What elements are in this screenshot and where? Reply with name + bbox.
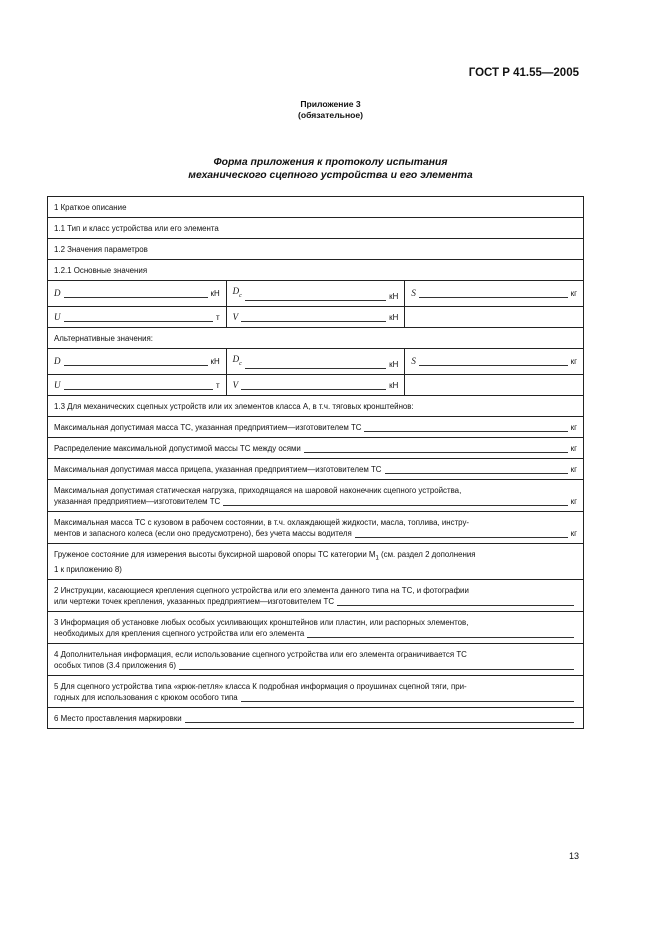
blank-line[interactable] [337,596,574,606]
symbol-dc: $D_c$ [232,353,242,367]
annex-title: Приложение 3 [300,99,361,109]
row-alternative-values: Альтернативные значения: [48,327,584,348]
unit-kn: кН [389,359,399,369]
unit-t: т [216,312,220,322]
symbol-dc: $D_c$ [232,286,242,299]
unit-kg: кг [570,443,577,453]
row-max-mass-vehicle: Максимальная допустимая масса ТС, указанная предприятием—изготовителем ТС кг [48,416,584,437]
page-number: 13 [568,851,579,861]
blank-line[interactable] [64,380,214,390]
blank-line[interactable] [185,713,574,723]
blank-line[interactable] [241,692,574,702]
row-instructions: 2 Инструкции, касающиеся крепления сцепного устройства или его элемента данного типа на ТС, и фотографии или чертежи точек крепления, указанных предприятием—изготовителем ТС [48,580,584,612]
field-d-main [48,281,227,307]
unit-kg: кг [570,528,577,538]
row-brief-description: 1 Краткое описание [48,197,584,218]
table-row [48,458,584,479]
blank-line[interactable] [355,528,568,538]
table-row [48,348,584,374]
unit-kn: кН [389,312,399,322]
blank-line[interactable] [304,443,568,453]
field-d-alt [48,348,227,374]
field-u-main [48,306,227,327]
empty-cell [405,306,584,327]
symbol-d: D [54,288,61,299]
protocol-form-table [47,196,584,729]
symbol-s: S [411,356,416,367]
table-row [48,374,584,395]
row-marking-location: 6 Место проставления маркировки [48,708,584,729]
table-row [48,708,584,729]
table-row [48,676,584,708]
symbol-v: V [232,379,239,390]
row-mass-distribution: Распределение максимальной допустимой массы ТС между осями кг [48,437,584,458]
field-dc-main [226,281,405,307]
blank-line[interactable] [385,464,568,474]
blank-line[interactable] [241,312,386,322]
form-title [0,156,661,182]
unit-kg: кг [570,422,577,432]
field-s-main [405,281,584,307]
row-laden-state: Груженое состояние для измерения высоты буксирной шаровой опоры ТС категории $M_1$ (см. раздел 2 дополнения 1 к приложению 8) [48,543,584,580]
row-parameter-values: 1.2 Значения параметров [48,239,584,260]
table-row [48,395,584,416]
table-row [48,580,584,612]
table-row [48,218,584,239]
table-row [48,197,584,218]
symbol-u: U [54,311,61,322]
blank-line[interactable] [245,291,386,301]
table-row [48,511,584,543]
blank-line[interactable] [64,356,208,366]
unit-kg: кг [570,289,577,299]
blank-line[interactable] [307,628,574,638]
row-brackets-info: 3 Информация об установке любых особых усиливающих кронштейнов или пластин, или распорных элементов, необходимых для крепления сцепного устройства или его элемента [48,612,584,644]
blank-line[interactable] [245,359,386,369]
unit-kg: кг [570,464,577,474]
row-type-class: 1.1 Тип и класс устройства или его элемента [48,218,584,239]
row-static-load: Максимальная допустимая статическая нагрузка, приходящаяся на шаровой наконечник сцепного устройства, указанная предприятием—изготовителем ТС кг [48,479,584,511]
blank-line[interactable] [64,288,208,298]
field-v-alt [226,374,405,395]
table-row [48,543,584,580]
table-row [48,612,584,644]
unit-kn: кН [210,289,220,299]
blank-line[interactable] [364,422,567,432]
unit-kg: кг [570,357,577,367]
table-row [48,327,584,348]
form-title-line1: Форма приложения к протоколу испытания [213,157,448,168]
field-u-alt [48,374,227,395]
row-main-values: 1.2.1 Основные значения [48,260,584,281]
symbol-d: D [54,356,61,367]
table-row [48,416,584,437]
field-s-alt [405,348,584,374]
annex-heading [0,99,661,121]
table-row [48,281,584,307]
annex-note: (обязательное) [297,110,364,120]
blank-line[interactable] [241,380,386,390]
row-class-a: 1.3 Для механических сцепных устройств или их элементов класса А, в т.ч. тяговых кронштейнов: [48,395,584,416]
symbol-v: V [232,311,239,322]
blank-line[interactable] [223,496,567,506]
table-row [48,239,584,260]
form-title-line2: механического сцепного устройства и его элемента [188,170,473,181]
row-running-order-mass: Максимальная масса ТС с кузовом в рабочем состоянии, в т.ч. охлаждающей жидкости, масла, топлива, инстру- ментов и запасного колеса (если оно предусмотрено), без учета массы водителя кг [48,511,584,543]
unit-t: т [216,380,220,390]
field-dc-alt [226,348,405,374]
table-row [48,437,584,458]
table-row [48,644,584,676]
unit-kg: кг [570,496,577,506]
blank-line[interactable] [64,312,214,322]
field-v-main [226,306,405,327]
table-row [48,306,584,327]
empty-cell [405,374,584,395]
unit-kn: кН [389,380,399,390]
row-additional-info: 4 Дополнительная информация, если использование сцепного устройства или его элемента ограничивается ТС особых типов (3.4 приложения 6) [48,644,584,676]
blank-line[interactable] [419,356,568,366]
blank-line[interactable] [179,660,574,670]
table-row [48,260,584,281]
standard-code: ГОСТ Р 41.55—2005 [468,67,579,79]
symbol-u: U [54,379,61,390]
unit-kn: кН [210,357,220,367]
row-hook-eye: 5 Для сцепного устройства типа «крюк-петля» класса К подробная информация о проушинах сцепной тяги, при- годных для использования с крюком особого типа [48,676,584,708]
symbol-s: S [411,288,416,299]
row-max-mass-trailer: Максимальная допустимая масса прицепа, указанная предприятием—изготовителем ТС кг [48,458,584,479]
blank-line[interactable] [419,288,568,298]
unit-kn: кН [389,291,399,301]
table-row [48,479,584,511]
